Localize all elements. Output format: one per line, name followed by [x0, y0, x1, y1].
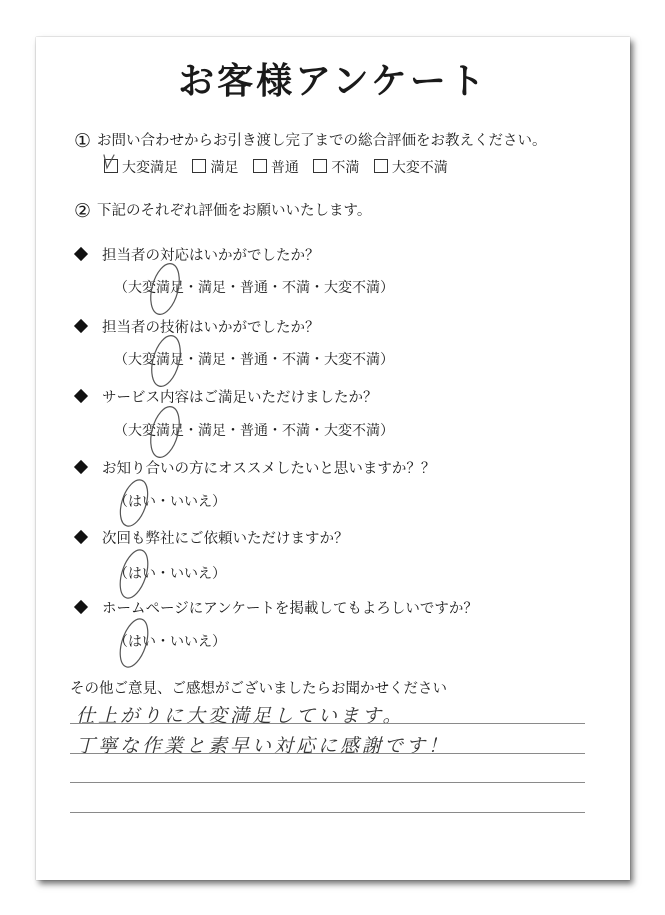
- option-checkbox-3[interactable]: [253, 159, 267, 173]
- diamond-bullet-icon: [74, 460, 88, 474]
- question-2-number: ②: [74, 200, 92, 222]
- comments-label: その他ご意見、ご感想がございましたらお聞かせください: [70, 681, 447, 697]
- item-question-5: 次回も弊社にご依頼いただけますか？: [76, 527, 349, 548]
- comment-rule-2: [70, 753, 585, 754]
- option-checkbox-2[interactable]: [192, 159, 206, 173]
- option-label-1: 大変満足: [122, 160, 178, 176]
- item-answer-5[interactable]: （はい・いいえ）: [114, 566, 226, 582]
- item-answer-2[interactable]: （大変満足・満足・普通・不満・大変不満）: [114, 352, 394, 368]
- comment-line-1[interactable]: 仕上がりに大変満足しています。: [76, 705, 405, 727]
- comment-rule-3: [70, 782, 585, 783]
- question-1-options: [104, 157, 448, 177]
- question-2: [74, 199, 371, 222]
- item-question-4: お知り合いの方にオススメしたいと思いますか？？: [76, 457, 435, 478]
- option-label-5: 大変不満: [391, 160, 448, 176]
- diamond-bullet-icon: [74, 247, 88, 261]
- diamond-bullet-icon: [74, 600, 88, 614]
- option-label-4: 不満: [331, 160, 360, 176]
- item-question-3: サービス内容はご満足いただけましたか？: [76, 386, 378, 407]
- option-label-3: 普通: [270, 160, 299, 176]
- comment-line-2[interactable]: 丁寧な作業と素早い対応に感謝です！: [76, 735, 451, 757]
- question-2-text: 下記のそれぞれ評価をお願いいたします。: [97, 203, 372, 219]
- survey-sheet: [36, 37, 630, 880]
- option-checkbox-4[interactable]: [313, 159, 327, 173]
- comment-rule-4: [70, 812, 585, 813]
- diamond-bullet-icon: [74, 389, 88, 403]
- comment-rule-1: [70, 723, 585, 724]
- diamond-bullet-icon: [74, 319, 88, 333]
- question-1-text: お問い合わせからお引き渡し完了までの総合評価をお教えください。: [97, 133, 547, 149]
- option-checkbox-1[interactable]: [104, 159, 118, 173]
- item-answer-6[interactable]: （はい・いいえ）: [114, 634, 226, 650]
- survey-title: お客様アンケート: [178, 60, 488, 102]
- item-answer-3[interactable]: （大変満足・満足・普通・不満・大変不満）: [114, 423, 394, 439]
- item-question-2: 担当者の技術はいかがでしたか？: [76, 316, 320, 337]
- question-1-number: ①: [74, 130, 92, 152]
- option-label-2: 満足: [210, 160, 239, 176]
- diamond-bullet-icon: [74, 530, 88, 544]
- item-question-1: 担当者の対応はいかがでしたか？: [76, 244, 320, 265]
- question-1: [74, 129, 547, 152]
- item-question-6: ホームページにアンケートを掲載してもよろしいですか？: [76, 597, 478, 618]
- item-answer-4[interactable]: （はい・いいえ）: [114, 494, 226, 510]
- option-checkbox-5[interactable]: [374, 159, 388, 173]
- item-answer-1[interactable]: （大変満足・満足・普通・不満・大変不満）: [114, 280, 394, 296]
